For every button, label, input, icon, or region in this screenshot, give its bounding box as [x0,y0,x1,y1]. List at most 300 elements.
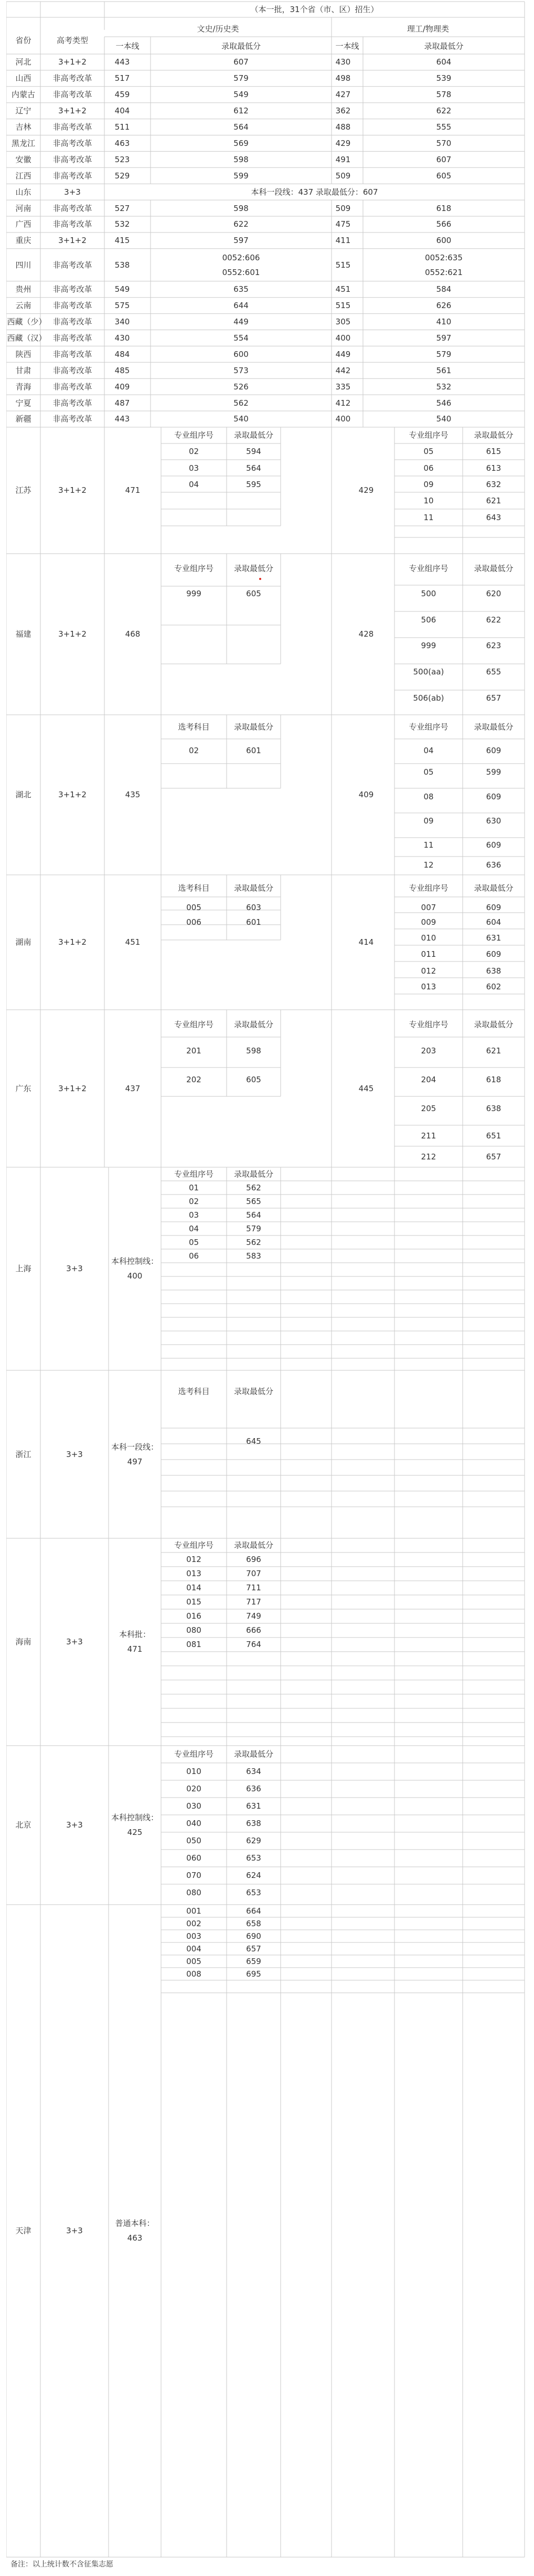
province-name: 辽宁 [15,106,31,116]
sci-first-line: 515 [335,301,351,311]
sci-min-score: 609 [486,902,501,912]
group-code-header: 专业组序号 [174,1749,213,1759]
min-score: 666 [246,1625,261,1635]
score-line-label: 普通本科： [115,2219,155,2229]
sci-min-score: 655 [486,667,501,677]
sci-group-code: 05 [423,767,434,777]
group-code-header: 选考科目 [178,883,210,893]
arts-first-line: 523 [114,154,130,164]
exam-type: 非高考改革 [52,138,92,148]
min-score-header: 录取最低分 [474,563,514,573]
min-score: 695 [246,1969,261,1979]
group-code: 012 [186,1554,201,1564]
sci-min-score: 609 [486,745,501,755]
group-code: 010 [186,1766,201,1776]
province-name: 重庆 [15,236,31,246]
arts-first-line: 443 [114,414,130,424]
province-name: 西藏（汉） [7,333,47,343]
min-score: 638 [246,1818,261,1828]
sci-min-score: 622 [486,615,501,625]
sci-first-line: 449 [335,349,351,359]
sci-min-score: 597 [436,333,452,343]
min-score: 583 [246,1251,261,1261]
arts-first-line: 471 [125,485,141,495]
min-score: 631 [246,1801,261,1811]
sci-first-line: 509 [335,171,351,181]
min-score: 565 [246,1196,261,1206]
score-line-label: 本科控制线： [111,1813,158,1823]
min-score: 707 [246,1568,261,1578]
arts-first-line: 404 [114,106,130,116]
sci-first-line: 400 [335,414,351,424]
group-code-header: 选考科目 [178,722,210,732]
arts-min-score: 526 [233,382,249,392]
min-score: 562 [246,1183,261,1192]
group-code: 016 [186,1611,201,1621]
arts-min-score: 612 [233,106,249,116]
sci-group-code: 007 [421,902,436,912]
arts-min-score: 554 [233,333,249,343]
province-name: 山东 [15,187,31,197]
group-code: 004 [186,1944,201,1954]
min-score-header: 录取最低分 [474,1019,514,1029]
group-code-header: 专业组序号 [409,563,448,573]
sci-min-score: 555 [436,122,452,132]
header-first-line-sci: 一本线 [335,41,359,51]
exam-type: 非高考改革 [52,260,92,270]
province-name: 贵州 [15,284,31,294]
arts-first-line: 538 [114,260,130,270]
group-code: 040 [186,1818,201,1828]
sci-group-code: 05 [423,446,434,456]
sci-min-score: 657 [486,693,501,703]
min-score: 657 [246,1944,261,1954]
sci-group-code: 09 [423,816,434,826]
sci-min-score: 636 [486,860,501,870]
sci-min-score: 613 [486,463,501,473]
score-line-value: 425 [127,1828,143,1838]
exam-type: 非高考改革 [52,122,92,132]
province-name: 山西 [15,73,31,83]
group-code: 014 [186,1582,201,1592]
arts-min-score: 0552:601 [222,267,260,277]
arts-min-score: 601 [246,745,261,755]
province-name: 青海 [15,382,31,392]
min-score: 653 [246,1887,261,1897]
group-code-header: 专业组序号 [174,1169,213,1179]
score-line-value: 463 [127,2233,143,2243]
sci-group-code: 212 [421,1152,436,1162]
sci-first-line: 445 [358,1083,374,1093]
province-name: 宁夏 [15,398,31,408]
min-score: 711 [246,1582,261,1592]
sci-group-code: 06 [423,463,434,473]
arts-min-score: 579 [233,73,249,83]
province-name: 河南 [15,203,31,213]
red-mark-dot [259,578,261,580]
sci-min-score: 620 [486,588,501,598]
exam-type: 3+1+2 [58,485,87,495]
min-score: 653 [246,1853,261,1863]
header-arts-group: 文史/历史类 [197,24,239,34]
arts-first-line: 415 [114,236,130,246]
group-code: 030 [186,1801,201,1811]
sci-group-code: 08 [423,791,434,801]
sci-min-score: 609 [486,949,501,959]
sci-min-score: 410 [436,317,452,327]
sci-first-line: 429 [335,138,351,148]
sci-group-code: 211 [421,1131,436,1141]
sci-first-line: 430 [335,57,351,67]
province-name: 北京 [15,1820,31,1830]
sci-min-score: 602 [486,981,501,991]
group-code-header: 专业组序号 [409,722,448,732]
group-code: 020 [186,1783,201,1793]
min-score: 645 [246,1436,261,1446]
province-name: 湖北 [15,790,31,800]
shandong-note: 本科一段线：437 录取最低分：607 [251,187,378,197]
arts-first-line: 437 [125,1083,141,1093]
group-code: 005 [186,1956,201,1966]
arts-first-line: 532 [114,219,130,229]
sci-group-code: 11 [423,512,434,522]
exam-type: 非高考改革 [52,301,92,311]
sci-min-score: 579 [436,349,452,359]
arts-min-score: 605 [246,1074,261,1084]
sci-group-code: 999 [421,640,436,650]
sci-min-score: 609 [486,840,501,850]
province-name: 浙江 [15,1449,31,1459]
exam-type: 3+1+2 [58,236,87,246]
score-line-value: 471 [127,1644,143,1654]
sci-min-score: 599 [486,767,501,777]
sci-min-score: 632 [486,479,501,489]
sci-group-code: 204 [421,1074,436,1084]
province-name: 江西 [15,171,31,181]
province-name: 黑龙江 [11,138,35,148]
min-score: 658 [246,1918,261,1928]
arts-min-score: 600 [233,349,249,359]
sci-group-code: 09 [423,479,434,489]
arts-first-line: 511 [114,122,130,132]
arts-first-line: 435 [125,790,141,800]
sci-min-score: 621 [486,495,501,505]
header-science-group: 理工/物理类 [407,24,450,34]
province-name: 广东 [15,1083,31,1093]
sci-group-code: 011 [421,949,436,959]
group-code: 060 [186,1853,201,1863]
score-line-value: 497 [127,1456,143,1466]
sci-group-code: 009 [421,917,436,927]
province-name: 湖南 [15,937,31,947]
arts-min-score: 564 [233,122,249,132]
sci-group-code: 506 [421,615,436,625]
arts-group-code: 201 [186,1046,201,1055]
min-score-header: 录取最低分 [233,1169,273,1179]
sci-min-score: 604 [436,57,452,67]
sci-min-score: 638 [486,966,501,976]
arts-min-score: 562 [233,398,249,408]
province-name: 甘肃 [15,365,31,375]
sci-first-line: 400 [335,333,351,343]
min-score: 749 [246,1611,261,1621]
min-score: 624 [246,1870,261,1880]
sci-min-score: 566 [436,219,452,229]
header-min-sci: 录取最低分 [424,41,464,51]
sci-first-line: 412 [335,398,351,408]
group-code: 002 [186,1918,201,1928]
sci-first-line: 411 [335,236,351,246]
province-name: 内蒙古 [11,90,35,100]
sci-min-score: 561 [436,365,452,375]
sci-min-score: 0552:621 [425,267,463,277]
min-score-header: 录取最低分 [474,722,514,732]
min-score-header: 录取最低分 [233,1540,273,1550]
group-code-header: 专业组序号 [174,1019,213,1029]
group-code: 003 [186,1931,201,1941]
exam-type: 非高考改革 [52,414,92,424]
sci-first-line: 409 [358,790,374,800]
exam-type: 非高考改革 [52,398,92,408]
sci-min-score: 630 [486,816,501,826]
arts-min-score: 598 [233,203,249,213]
sci-first-line: 414 [358,937,374,947]
exam-type: 非高考改革 [52,333,92,343]
sci-min-score: 615 [486,446,501,456]
arts-first-line: 529 [114,171,130,181]
group-code: 03 [188,1210,199,1220]
exam-type: 3+3 [66,1449,83,1459]
province-name: 福建 [15,629,31,639]
min-score: 579 [246,1223,261,1233]
sci-group-code: 500 [421,588,436,598]
arts-min-score: 449 [233,317,249,327]
province-name: 新疆 [15,414,31,424]
score-line-value: 400 [127,1271,143,1281]
arts-min-score: 597 [233,236,249,246]
arts-min-score: 603 [246,902,261,912]
sci-first-line: 509 [335,203,351,213]
arts-min-score: 635 [233,284,249,294]
sci-first-line: 475 [335,219,351,229]
sci-min-score: 657 [486,1152,501,1162]
arts-group-code: 006 [186,917,201,927]
sci-group-code: 205 [421,1103,436,1113]
sci-min-score: 643 [486,512,501,522]
province-name: 天津 [15,2226,31,2236]
province-name: 吉林 [15,122,31,132]
sci-first-line: 451 [335,284,351,294]
sci-min-score: 631 [486,933,501,943]
arts-min-score: 573 [233,365,249,375]
province-name: 四川 [15,260,31,270]
score-line-label: 本科控制线： [111,1257,158,1266]
arts-min-score: 595 [246,479,261,489]
sci-min-score: 532 [436,382,452,392]
admission-score-table [6,0,528,2576]
arts-first-line: 430 [114,333,130,343]
arts-group-code: 02 [188,745,199,755]
sci-min-score: 570 [436,138,452,148]
province-name: 广西 [15,219,31,229]
sci-min-score: 0052:635 [425,252,463,262]
sci-first-line: 335 [335,382,351,392]
min-score: 562 [246,1237,261,1247]
province-name: 江苏 [15,485,31,495]
sci-first-line: 305 [335,317,351,327]
min-score: 659 [246,1956,261,1966]
group-code: 008 [186,1969,201,1979]
group-code: 013 [186,1568,201,1578]
province-name: 云南 [15,301,31,311]
group-code: 070 [186,1870,201,1880]
exam-type: 非高考改革 [52,365,92,375]
sci-first-line: 362 [335,106,351,116]
sci-first-line: 498 [335,73,351,83]
header-exam-type: 高考类型 [56,36,88,45]
group-code: 080 [186,1625,201,1635]
sci-min-score: 578 [436,90,452,100]
sci-first-line: 491 [335,154,351,164]
sci-group-code: 012 [421,966,436,976]
min-score-header: 录取最低分 [233,563,273,573]
arts-first-line: 443 [114,57,130,67]
group-code: 015 [186,1597,201,1607]
min-score-header: 录取最低分 [233,1749,273,1759]
group-code: 06 [188,1251,199,1261]
arts-min-score: 622 [233,219,249,229]
arts-min-score: 598 [246,1046,261,1055]
arts-group-code: 202 [186,1074,201,1084]
sci-min-score: 539 [436,73,452,83]
arts-min-score: 599 [233,171,249,181]
sci-min-score: 546 [436,398,452,408]
arts-first-line: 549 [114,284,130,294]
group-code: 081 [186,1639,201,1649]
exam-type: 非高考改革 [52,73,92,83]
score-line-label: 本科一段线： [111,1442,158,1452]
arts-group-code: 04 [188,479,199,489]
province-name: 陕西 [15,349,31,359]
arts-first-line: 484 [114,349,130,359]
min-score: 690 [246,1931,261,1941]
min-score-header: 录取最低分 [474,883,514,893]
province-name: 河北 [15,57,31,67]
sci-min-score: 621 [486,1046,501,1055]
min-score: 636 [246,1783,261,1793]
arts-min-score: 594 [246,446,261,456]
sci-min-score: 618 [486,1074,501,1084]
province-name: 西藏（少） [7,317,47,327]
sci-min-score: 607 [436,154,452,164]
sci-group-code: 04 [423,745,434,755]
group-code-header: 选考科目 [178,1386,210,1396]
province-name: 海南 [15,1637,31,1647]
arts-min-score: 598 [233,154,249,164]
sci-group-code: 10 [423,495,434,505]
min-score-header: 录取最低分 [233,722,273,732]
exam-type: 非高考改革 [52,203,92,213]
sci-first-line: 427 [335,90,351,100]
sci-first-line: 428 [358,629,374,639]
arts-first-line: 468 [125,629,141,639]
arts-min-score: 601 [246,917,261,927]
min-score-header: 录取最低分 [474,430,514,440]
arts-group-code: 005 [186,902,201,912]
min-score-header: 录取最低分 [233,1386,273,1396]
arts-first-line: 340 [114,317,130,327]
arts-first-line: 451 [125,937,141,947]
sci-first-line: 442 [335,365,351,375]
province-name: 上海 [15,1264,31,1274]
sci-min-score: 651 [486,1131,501,1141]
arts-first-line: 527 [114,203,130,213]
exam-type: 3+1+2 [58,106,87,116]
group-code: 080 [186,1887,201,1897]
min-score: 634 [246,1766,261,1776]
arts-first-line: 459 [114,90,130,100]
group-code-header: 专业组序号 [409,883,448,893]
sci-first-line: 429 [358,485,374,495]
sci-first-line: 488 [335,122,351,132]
arts-group-code: 999 [186,588,201,598]
arts-min-score: 564 [246,463,261,473]
min-score: 717 [246,1597,261,1607]
table-caption: （本一批，31个省（市、区）招生） [250,5,379,14]
sci-min-score: 609 [486,791,501,801]
arts-min-score: 605 [246,588,261,598]
exam-type: 非高考改革 [52,171,92,181]
sci-min-score: 638 [486,1103,501,1113]
arts-first-line: 487 [114,398,130,408]
sci-group-code: 506(ab) [413,693,444,703]
exam-type: 3+1+2 [58,790,87,800]
arts-min-score: 0052:606 [222,252,260,262]
exam-type: 非高考改革 [52,317,92,327]
sci-group-code: 12 [423,860,434,870]
group-code-header: 专业组序号 [174,1540,213,1550]
arts-first-line: 485 [114,365,130,375]
exam-type: 非高考改革 [52,382,92,392]
sci-min-score: 604 [486,917,501,927]
sci-min-score: 622 [436,106,452,116]
sci-group-code: 500(aa) [413,667,444,677]
arts-min-score: 549 [233,90,249,100]
exam-type: 3+3 [64,187,81,197]
arts-first-line: 575 [114,301,130,311]
group-code: 04 [188,1223,199,1233]
exam-type: 非高考改革 [52,284,92,294]
arts-first-line: 409 [114,382,130,392]
arts-first-line: 517 [114,73,130,83]
exam-type: 3+3 [66,1637,83,1647]
header-min-arts: 录取最低分 [221,41,261,51]
arts-group-code: 02 [188,446,199,456]
min-score: 564 [246,1210,261,1220]
exam-type: 3+1+2 [58,629,87,639]
exam-type: 3+1+2 [58,1083,87,1093]
arts-group-code: 03 [188,463,199,473]
group-code-header: 专业组序号 [409,430,448,440]
min-score-header: 录取最低分 [233,430,273,440]
exam-type: 3+3 [66,1820,83,1830]
min-score: 664 [246,1906,261,1916]
exam-type: 3+3 [66,1264,83,1274]
group-code: 001 [186,1906,201,1916]
group-code: 02 [188,1196,199,1206]
group-code-header: 专业组序号 [174,430,213,440]
sci-min-score: 618 [436,203,452,213]
